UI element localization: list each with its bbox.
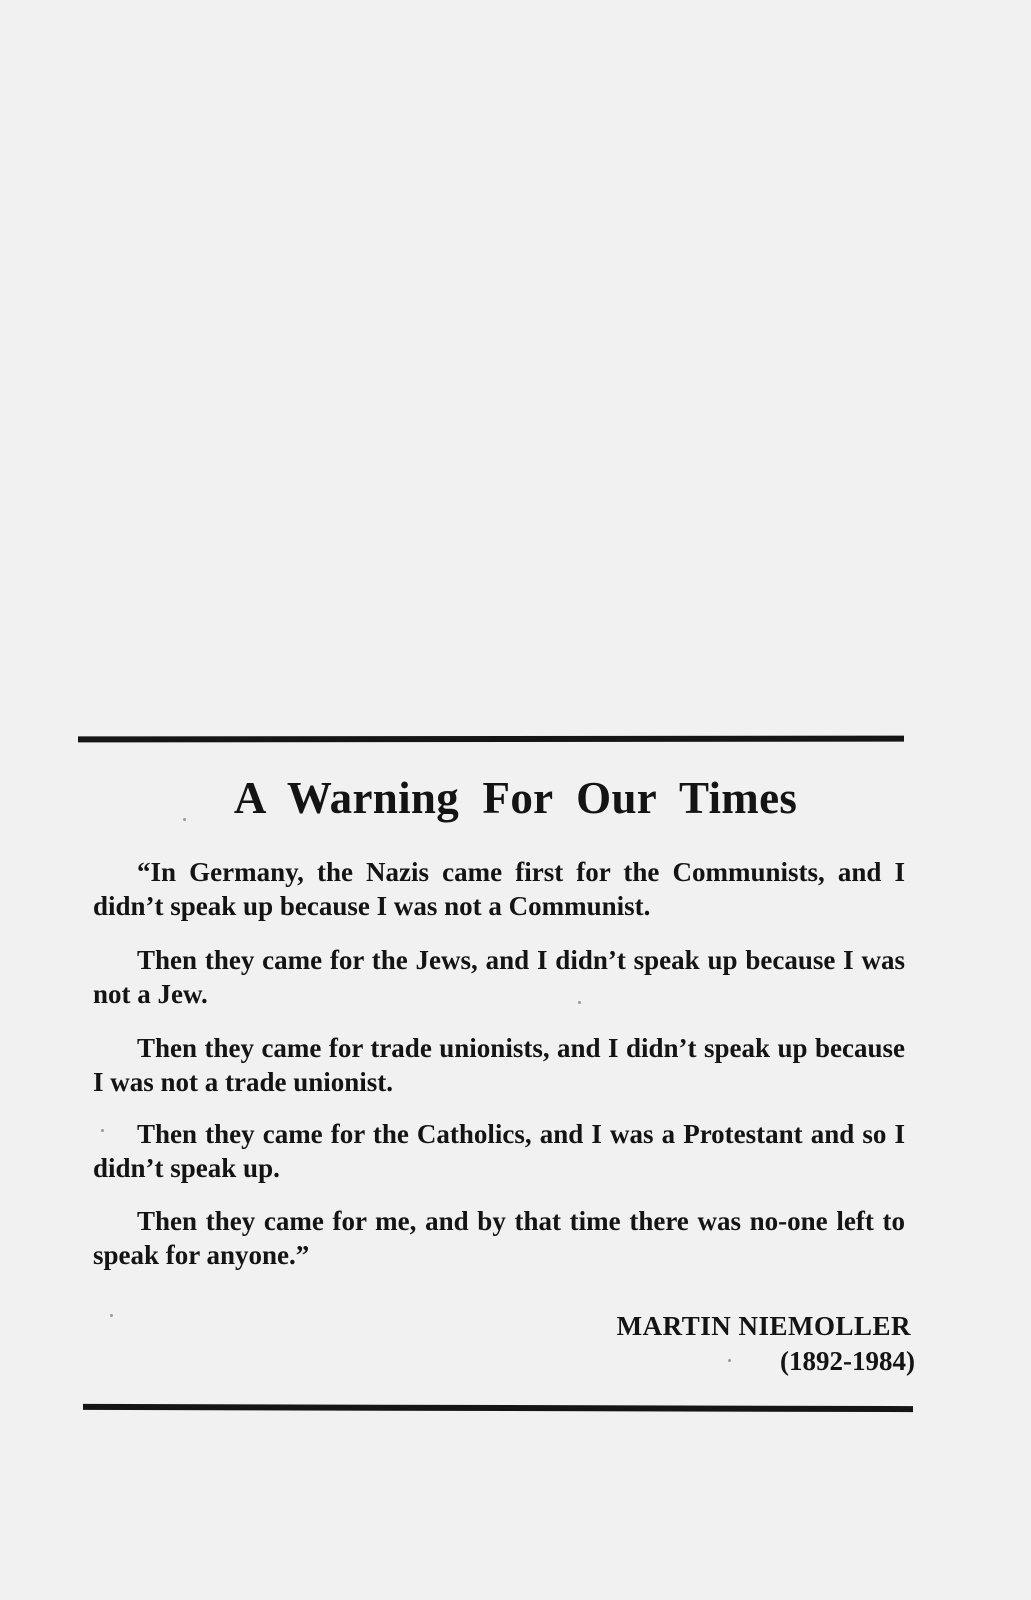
top-rule [78,736,904,743]
scan-speck [578,1001,581,1004]
scan-speck [101,1129,104,1132]
quote-paragraph-4: Then they came for the Catholics, and I was a Protestant and so I didn’t speak up. [93,1119,905,1183]
quote-paragraph-2: Then they came for the Jews, and I didn’t speak up because I was not a Jew. [93,945,905,1009]
scan-speck [728,1359,731,1362]
scan-speck [183,818,186,821]
scan-speck [110,1314,113,1317]
author-name: MARTIN NIEMOLLER [616,1311,911,1341]
quote-paragraph-3: Then they came for trade unionists, and I didn’t speak up because I was not a trade unionist. [93,1033,905,1097]
quote-paragraph-1: “In Germany, the Nazis came first for the Communists, and I didn’t speak up because I was not a Communist. [93,857,905,921]
document-title: A Warning For Our Times [233,773,798,823]
author-dates: (1892-1984) [780,1346,915,1376]
quote-paragraph-5: Then they came for me, and by that time there was no-one left to speak for anyone.” [93,1206,905,1270]
bottom-rule [83,1404,913,1412]
